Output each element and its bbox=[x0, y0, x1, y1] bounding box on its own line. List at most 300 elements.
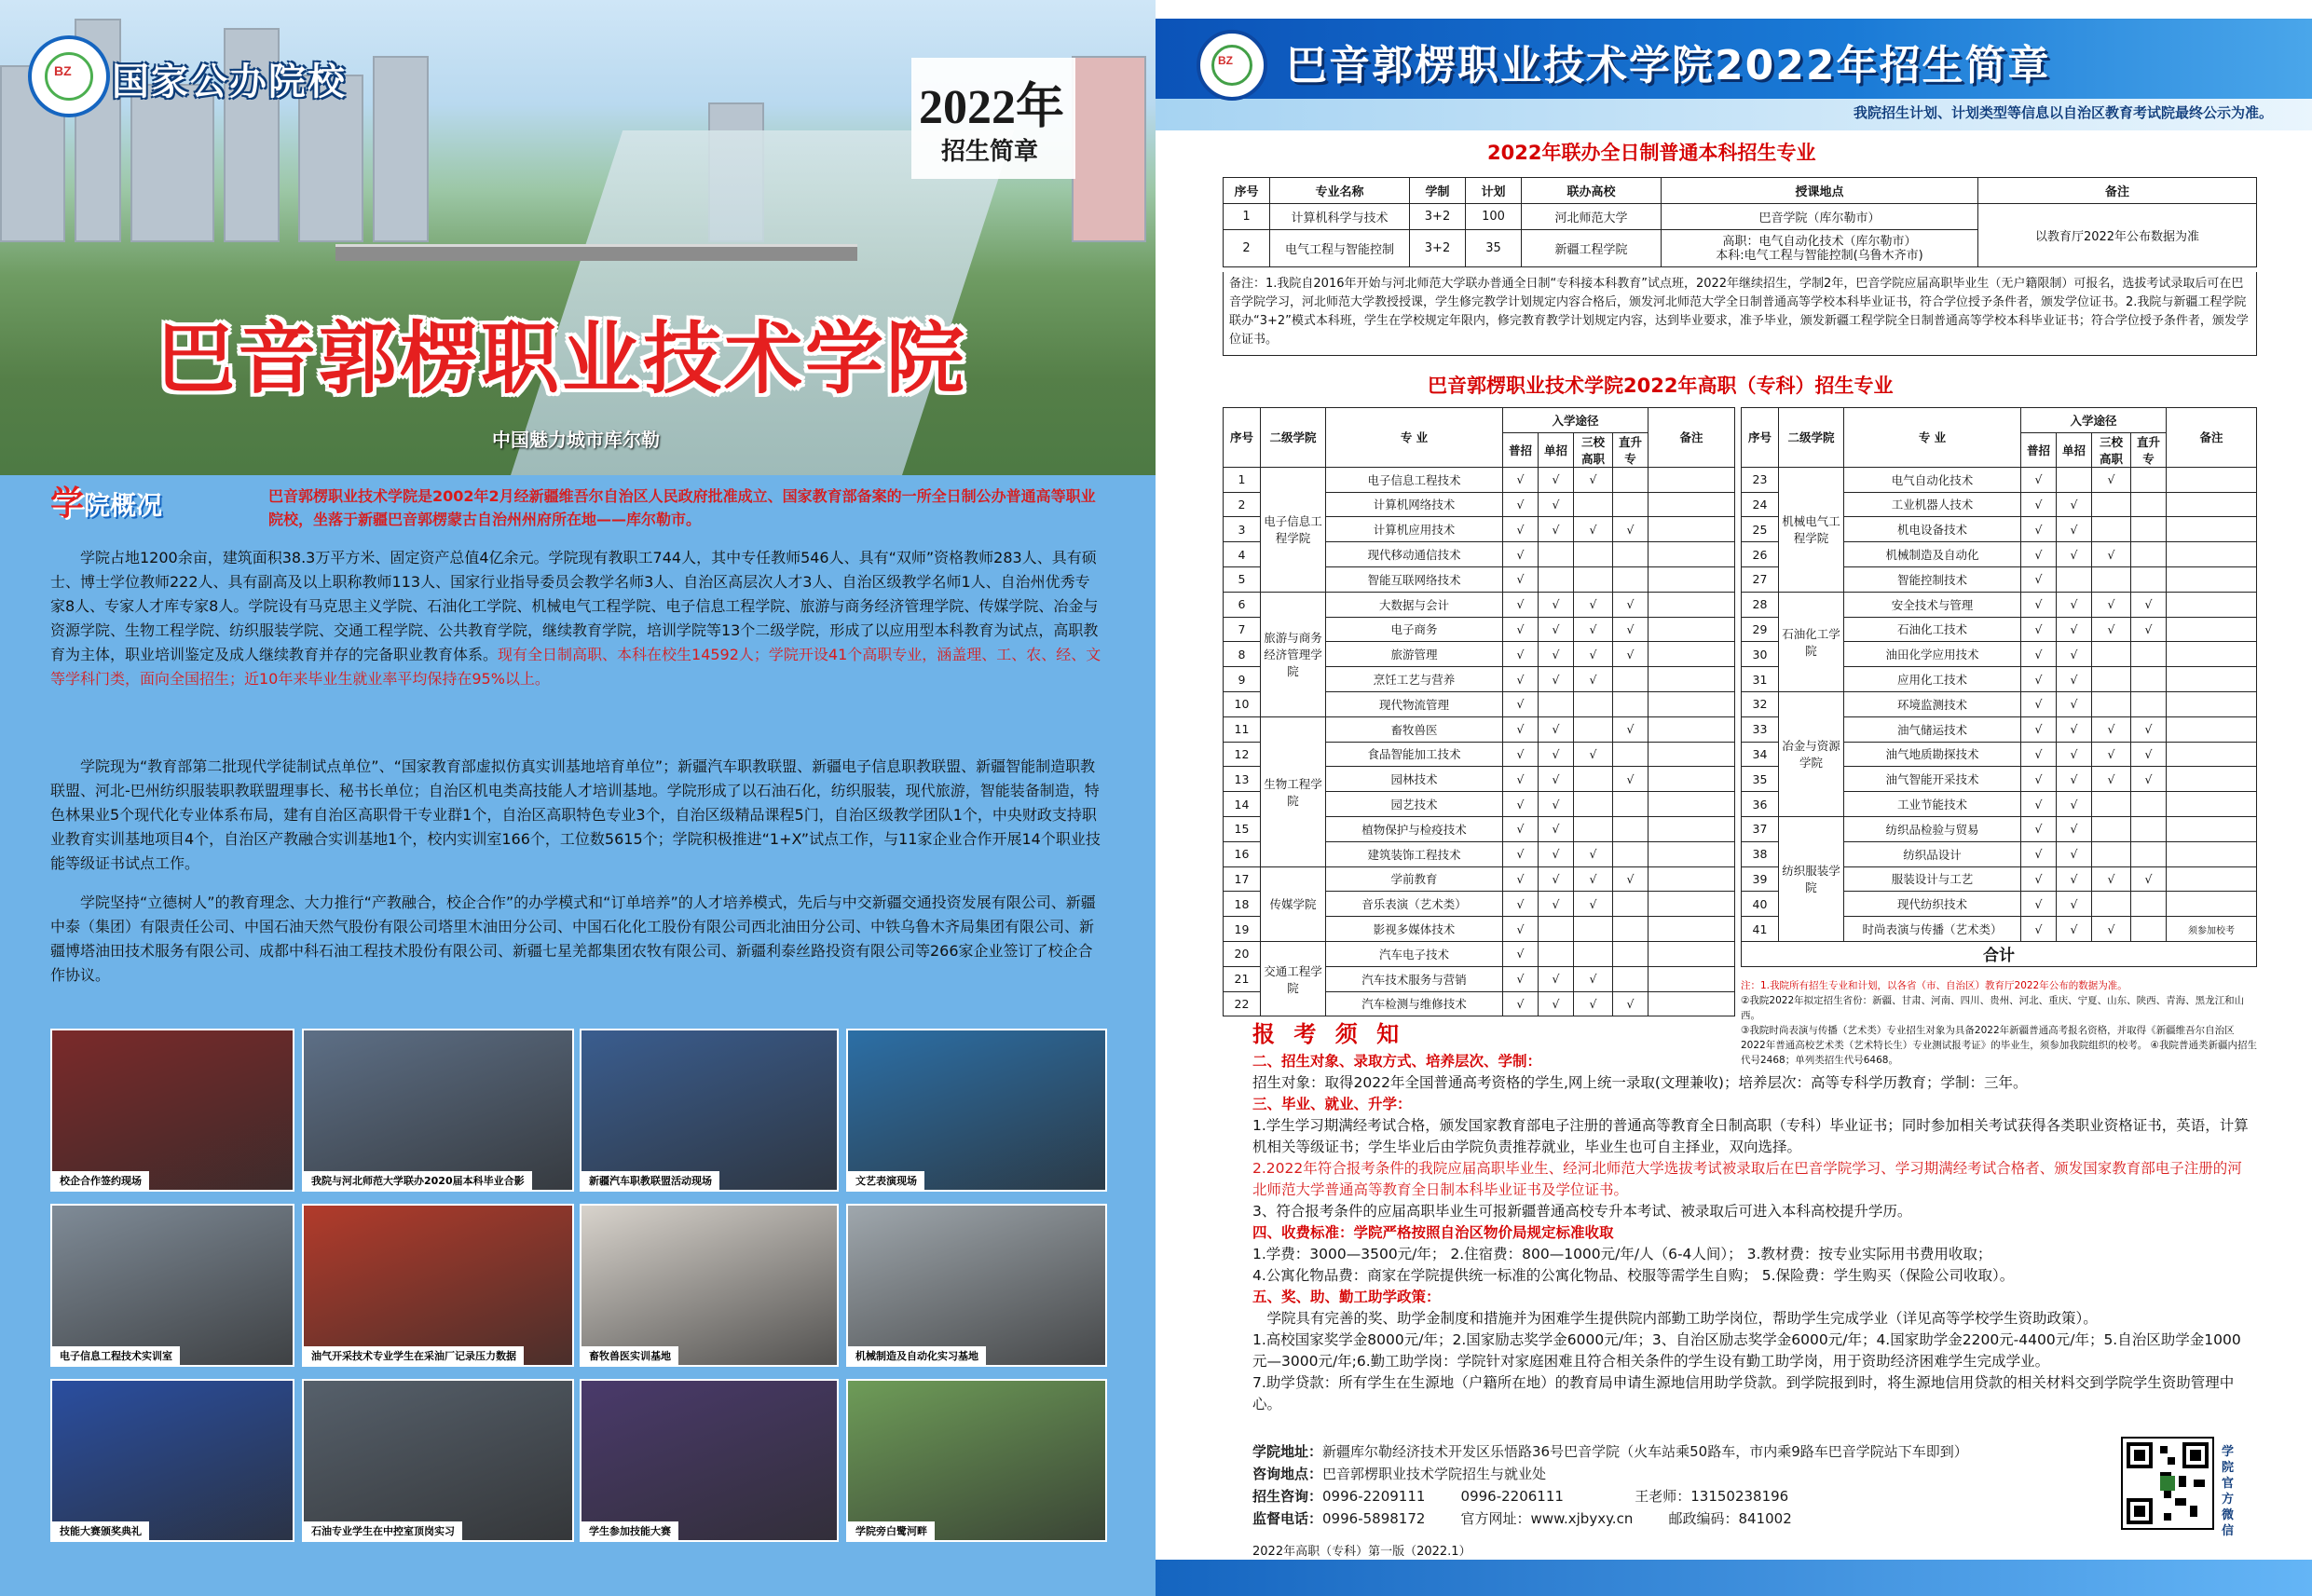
photo-caption: 机械制造及自动化实习基地 bbox=[848, 1346, 986, 1365]
zk-route-cell: √ bbox=[1539, 492, 1574, 517]
zk-no-cell: 33 bbox=[1742, 716, 1779, 742]
zk-header-cell: 备注 bbox=[2167, 408, 2257, 468]
table-row bbox=[1224, 204, 2257, 230]
zk-route-cell bbox=[2092, 792, 2131, 817]
contact-line bbox=[1252, 1507, 2110, 1530]
zk-major-cell: 汽车技术服务与营销 bbox=[1326, 966, 1503, 991]
zk-route-cell: √ bbox=[1503, 917, 1539, 942]
table-row bbox=[1224, 592, 1735, 617]
zk-route-cell: √ bbox=[1503, 966, 1539, 991]
zk-remark-cell bbox=[1648, 467, 1735, 492]
gallery-photo bbox=[50, 1204, 294, 1367]
zk-route-cell bbox=[1574, 716, 1613, 742]
overview-p1-text: 学院占地1200余亩，建筑面积38.3万平方米、固定资产总值4亿余元。学院现有教职工744人，其中专任教师546人、具有“双师”资格教师283人、具有硕士、博士学位教师222人、具有副高及以上职称教师113人、国家行业指导委员会教学名师3人、自治区高层次人才3人、自治区级教学名师1人、自治州优秀专家8人、专家人才库专家8人。学院设有马克思主义学院、石油化工学院、机械电气工程学院、电子信息工程学院、旅游与商务经济管理学院、传媒学院、冶金与资源学院、生物工程学院、纺织服装学院、交通工程学院、公共教育学院，继续教育学院，培训学院等13个二级学院，形成了以应用型本科教育为试点，高职教育为主体，职业培训鉴定及成人继续教育并存的完备职业教育体系。 bbox=[50, 549, 1099, 663]
college-logo: BZ bbox=[28, 35, 110, 117]
zk-remark-cell bbox=[2167, 892, 2257, 917]
table-row bbox=[1742, 467, 2257, 492]
zk-major-cell: 石油化工技术 bbox=[1844, 617, 2021, 642]
zk-major-cell: 现代纺织技术 bbox=[1844, 892, 2021, 917]
bk-header-cell: 学制 bbox=[1410, 178, 1466, 204]
contact-value: 新疆库尔勒经济技术开发区乐悟路36号巴音学院（火车站乘50路车，市内乘9路车巴音学院站下车即到） bbox=[1322, 1443, 1968, 1460]
zk-major-cell: 学前教育 bbox=[1326, 866, 1503, 892]
right-page bbox=[1156, 0, 2312, 1596]
zk-remark-cell bbox=[1648, 517, 1735, 542]
table-row bbox=[1224, 716, 1735, 742]
year-label: 2022年 bbox=[919, 81, 1065, 134]
zk-no-cell: 7 bbox=[1224, 617, 1261, 642]
zk-route-cell: √ bbox=[2057, 492, 2092, 517]
zk-no-cell: 27 bbox=[1742, 566, 1779, 592]
zk-remark-cell bbox=[2167, 617, 2257, 642]
zk-route-cell: √ bbox=[1574, 467, 1613, 492]
zk-major-cell: 工业节能技术 bbox=[1844, 792, 2021, 817]
exam-heading: 三、毕业、就业、升学： bbox=[1252, 1096, 1412, 1112]
zk-route-cell bbox=[2131, 841, 2167, 866]
zk-route-cell: √ bbox=[2021, 866, 2057, 892]
zk-header-cell: 序号 bbox=[1224, 408, 1261, 468]
zk-route-cell: √ bbox=[1539, 841, 1574, 866]
zk-no-cell: 29 bbox=[1742, 617, 1779, 642]
exam-notice-title: 报 考 须 知 bbox=[1252, 1021, 1405, 1047]
zk-no-cell: 22 bbox=[1224, 991, 1261, 1016]
zk-route-cell bbox=[1574, 941, 1613, 966]
zk-route-cell: √ bbox=[1539, 742, 1574, 767]
zk-remark-cell bbox=[2167, 667, 2257, 692]
contact-line bbox=[1252, 1463, 2110, 1485]
zk-route-cell: √ bbox=[2021, 892, 2057, 917]
zk-major-cell: 现代移动通信技术 bbox=[1326, 542, 1503, 567]
zk-route-cell: √ bbox=[2057, 792, 2092, 817]
zk-route-cell: √ bbox=[2021, 716, 2057, 742]
zk-route-cell bbox=[2131, 492, 2167, 517]
brochure-subtitle: 招生简章 bbox=[941, 138, 1039, 166]
photo-caption: 畜牧兽医实训基地 bbox=[581, 1346, 678, 1365]
zk-header-cell: 单招 bbox=[2057, 432, 2092, 467]
zk-major-cell: 计算机应用技术 bbox=[1326, 517, 1503, 542]
zk-route-cell: √ bbox=[2057, 816, 2092, 841]
zk-major-cell: 时尚表演与传播（艺术类） bbox=[1844, 917, 2021, 942]
zk-remark-cell bbox=[2167, 816, 2257, 841]
zk-major-cell: 电子商务 bbox=[1326, 617, 1503, 642]
zk-college-cell: 石油化工学院 bbox=[1779, 592, 1844, 691]
bk-cell: 3+2 bbox=[1410, 204, 1466, 230]
public-school-badge: 国家公办院校 bbox=[112, 61, 347, 103]
zk-route-cell: √ bbox=[2092, 542, 2131, 567]
zk-route-cell: √ bbox=[2057, 841, 2092, 866]
gallery-photo bbox=[50, 1379, 294, 1542]
zk-route-cell: √ bbox=[1503, 841, 1539, 866]
exam-text: 1.高校国家奖学金8000元/年；2.国家励志奖学金6000元/年；3、自治区励志奖学金6000元/年；4.国家助学金2200元-4400元/年；5.自治区助学金1000元—3000元/年;6.勤工助学岗：学院针对家庭困难且符合相关条件的学生设有勤工助学岗，用于资助经济困难学生完成学业。 bbox=[1252, 1331, 2241, 1370]
footnote-1: 注：1.我院所有招生专业和计划，以各省（市、自治区）教育厅2022年公布的数据为准。 bbox=[1741, 980, 2127, 991]
overview-p1-highlight: 现有全日制高职、本科在校生14592人；学院开设41个高职专业，涵盖理、工、农、经、文等学科门类，面向全国招生；近10年来毕业生就业率平均保持在95%以上。 bbox=[50, 646, 1101, 688]
zk-route-cell bbox=[1574, 816, 1613, 841]
zk-no-cell: 39 bbox=[1742, 866, 1779, 892]
zk-route-cell: √ bbox=[1539, 966, 1574, 991]
contact-value: 巴音郭楞职业技术学院招生与就业处 bbox=[1322, 1466, 1547, 1482]
zk-route-cell bbox=[2092, 492, 2131, 517]
zk-section-title: 巴音郭楞职业技术学院2022年高职（专科）招生专业 bbox=[1428, 375, 1894, 397]
zk-remark-cell bbox=[1648, 542, 1735, 567]
page-title: 巴音郭楞职业技术学院2022年招生简章 bbox=[1286, 42, 2051, 89]
footer-band bbox=[1156, 1560, 2312, 1596]
zk-header-cell: 三校高职 bbox=[2092, 432, 2131, 467]
zk-college-cell: 生物工程学院 bbox=[1261, 716, 1326, 866]
bk-header-row bbox=[1224, 178, 2257, 204]
bk-cell: 3+2 bbox=[1410, 230, 1466, 267]
exam-section-2 bbox=[1252, 1051, 2251, 1415]
zk-remark-cell bbox=[1648, 917, 1735, 942]
zk-major-cell: 应用化工技术 bbox=[1844, 667, 2021, 692]
college-name-banner: 巴音郭楞职业技术学院 bbox=[157, 312, 968, 404]
zk-route-cell: √ bbox=[1503, 642, 1539, 667]
zk-route-cell bbox=[2131, 691, 2167, 716]
zk-route-cell: √ bbox=[2057, 716, 2092, 742]
zk-no-cell: 31 bbox=[1742, 667, 1779, 692]
zk-table-left bbox=[1223, 407, 1735, 1016]
zk-route-cell bbox=[1613, 691, 1648, 716]
zk-no-cell: 1 bbox=[1224, 467, 1261, 492]
city-slogan: 中国魅力城市库尔勒 bbox=[492, 429, 660, 451]
zk-total-row bbox=[1742, 941, 2257, 966]
footnote-2: ②我院2022年拟定招生省份：新疆、甘肃、河南、四川、贵州、河北、重庆、宁夏、山东、陕西、青海、黑龙江和山西。 bbox=[1741, 995, 2245, 1021]
overview-paragraph-1 bbox=[50, 546, 1103, 691]
zk-route-cell: √ bbox=[1574, 991, 1613, 1016]
zk-route-cell bbox=[1613, 792, 1648, 817]
zk-header-row bbox=[1224, 408, 1735, 433]
zk-route-cell: √ bbox=[1539, 467, 1574, 492]
zk-remark-cell bbox=[2167, 841, 2257, 866]
zk-route-cell bbox=[2092, 642, 2131, 667]
gallery-photo bbox=[580, 1204, 839, 1367]
gallery-photo bbox=[302, 1029, 574, 1192]
zk-no-cell: 35 bbox=[1742, 767, 1779, 792]
zk-route-cell bbox=[1613, 667, 1648, 692]
zk-remark-cell bbox=[2167, 642, 2257, 667]
zk-route-cell: √ bbox=[1503, 492, 1539, 517]
zk-route-cell: √ bbox=[1503, 792, 1539, 817]
zk-no-cell: 20 bbox=[1224, 941, 1261, 966]
zk-route-cell: √ bbox=[2021, 566, 2057, 592]
zk-route-cell: √ bbox=[1574, 517, 1613, 542]
zk-route-cell: √ bbox=[1503, 892, 1539, 917]
zk-route-cell: √ bbox=[1574, 617, 1613, 642]
zk-remark-cell bbox=[2167, 866, 2257, 892]
zk-major-cell: 音乐表演（艺术类） bbox=[1326, 892, 1503, 917]
zk-remark-cell bbox=[2167, 767, 2257, 792]
bk-cell: 35 bbox=[1466, 230, 1522, 267]
zk-route-cell: √ bbox=[1613, 517, 1648, 542]
zk-no-cell: 40 bbox=[1742, 892, 1779, 917]
zk-route-cell: √ bbox=[2021, 617, 2057, 642]
zk-no-cell: 8 bbox=[1224, 642, 1261, 667]
zk-remark-cell bbox=[1648, 816, 1735, 841]
photo-caption: 学生参加技能大赛 bbox=[581, 1521, 678, 1540]
zk-header-cell: 入学途径 bbox=[2021, 408, 2167, 433]
zk-major-cell: 纺织品检验与贸易 bbox=[1844, 816, 2021, 841]
zk-route-cell: √ bbox=[1574, 892, 1613, 917]
bk-header-cell: 序号 bbox=[1224, 178, 1270, 204]
version-label: 2022年高职（专科）第一版（2022.1） bbox=[1252, 1545, 1471, 1559]
zk-route-cell: √ bbox=[2131, 742, 2167, 767]
zk-route-cell: √ bbox=[2021, 642, 2057, 667]
zk-header-cell: 专 业 bbox=[1326, 408, 1503, 468]
zk-route-cell bbox=[2131, 467, 2167, 492]
zk-no-cell: 12 bbox=[1224, 742, 1261, 767]
zk-route-cell: √ bbox=[2021, 841, 2057, 866]
zk-no-cell: 11 bbox=[1224, 716, 1261, 742]
zk-route-cell bbox=[1574, 566, 1613, 592]
zk-major-cell: 纺织品设计 bbox=[1844, 841, 2021, 866]
zk-route-cell bbox=[1539, 917, 1574, 942]
plan-notice: 我院招生计划、计划类型等信息以自治区教育考试院最终公示为准。 bbox=[1853, 104, 2273, 121]
contact-label: 招生咨询： bbox=[1252, 1488, 1323, 1505]
zk-route-cell: √ bbox=[1503, 667, 1539, 692]
zk-route-cell: √ bbox=[1503, 566, 1539, 592]
zk-college-cell: 冶金与资源学院 bbox=[1779, 691, 1844, 816]
zk-header-cell: 直升专 bbox=[2131, 432, 2167, 467]
photo-caption: 电子信息工程技术实训室 bbox=[52, 1346, 180, 1365]
zk-route-cell bbox=[2131, 816, 2167, 841]
footnote-3: ③我院时尚表演与传播（艺术类）专业招生对象为具备2022年新疆普通高考报名资格，并取得《新疆维吾尔自治区2022年普通高校艺术类（艺术特长生）专业测试报考证》的毕业生，须参加我院组织的校考。 ④我院普通类新疆内招生代号2468；单列类招生代号6468。 bbox=[1741, 1025, 2257, 1066]
overview-paragraph-2: 学院现为“教育部第二批现代学徒制试点单位”、“国家教育部虚拟仿真实训基地培育单位”；新疆汽车职教联盟、新疆电子信息职教联盟、新疆智能制造职教联盟、河北-巴州纺织服装职教联盟理事长、秘书长单位；自治区机电类高技能人才培训基地。学院形成了以石油石化，纺织服装，现代旅游，智能装备制造，特色林果业5个现代化专业体系布局，建有自治区高职骨干专业群1个，自治区高职特色专业3个，自治区级精品课程5门，自治区级教学团队1个，中央财政支持职业教育实训基地项目4个，自治区产教融合实训基地1个，校内实训室166个，工位数5615个；学院积极推进“1+X”试点工作，与11家企业合作开展14个职业技能等级证书试点工作。 bbox=[50, 757, 1101, 872]
zk-remark-cell bbox=[1648, 966, 1735, 991]
zk-major-cell: 大数据与会计 bbox=[1326, 592, 1503, 617]
zk-route-cell bbox=[1613, 966, 1648, 991]
zk-route-cell: √ bbox=[1539, 592, 1574, 617]
zk-route-cell: √ bbox=[1539, 866, 1574, 892]
zk-route-cell bbox=[1539, 691, 1574, 716]
overview-heading-big: 学 bbox=[50, 484, 85, 523]
zk-route-cell: √ bbox=[2092, 742, 2131, 767]
qr-icon bbox=[2123, 1439, 2212, 1528]
exam-text: 招生对象：取得2022年全国普通高考资格的学生,网上统一录取(文理兼收)；培养层次：高等专科学历教育；学制：三年。 bbox=[1252, 1074, 2028, 1091]
photo-caption: 文艺表演现场 bbox=[848, 1171, 924, 1190]
zk-route-cell: √ bbox=[1539, 792, 1574, 817]
table-row bbox=[1224, 467, 1735, 492]
wechat-qr-code[interactable] bbox=[2121, 1437, 2214, 1530]
zk-no-cell: 34 bbox=[1742, 742, 1779, 767]
zk-no-cell: 38 bbox=[1742, 841, 1779, 866]
zk-route-cell: √ bbox=[2057, 617, 2092, 642]
zk-route-cell: √ bbox=[1503, 617, 1539, 642]
gallery-photo bbox=[846, 1379, 1107, 1542]
photo-caption: 我院与河北师范大学联办2020届本科毕业合影 bbox=[304, 1171, 532, 1190]
zk-no-cell: 4 bbox=[1224, 542, 1261, 567]
zk-table-right bbox=[1741, 407, 2257, 967]
zk-route-cell bbox=[1613, 566, 1648, 592]
exam-text: 4.公寓化物品费：商家在学院提供统一标准的公寓化物品、校服等需学生自购； 5.保险费：学生购买（保险公司收取）。 bbox=[1252, 1267, 2015, 1284]
zk-route-cell bbox=[2092, 667, 2131, 692]
zk-route-cell: √ bbox=[1574, 667, 1613, 692]
gallery-photo bbox=[580, 1029, 839, 1192]
zk-route-cell: √ bbox=[2057, 667, 2092, 692]
bk-remark: 以教育厅2022年公布数据为准 bbox=[1978, 204, 2257, 267]
zk-remark-cell bbox=[2167, 691, 2257, 716]
zk-route-cell: √ bbox=[1503, 691, 1539, 716]
zk-route-cell bbox=[1574, 691, 1613, 716]
zk-route-cell: √ bbox=[2021, 792, 2057, 817]
zk-header-cell: 备注 bbox=[1648, 408, 1735, 468]
exam-text: 7.助学贷款：所有学生在生源地（户籍所在地）的教育局申请生源地信用助学贷款。到学院报到时，将生源地信用贷款的相关材料交到学院学生资助管理中心。 bbox=[1252, 1374, 2235, 1412]
zk-route-cell: √ bbox=[2092, 617, 2131, 642]
zk-route-cell: √ bbox=[1539, 642, 1574, 667]
zk-major-cell: 园艺技术 bbox=[1326, 792, 1503, 817]
bk-header-cell: 备注 bbox=[1978, 178, 2257, 204]
zk-route-cell bbox=[2092, 691, 2131, 716]
zk-major-cell: 油气储运技术 bbox=[1844, 716, 2021, 742]
zk-major-cell: 食品智能加工技术 bbox=[1326, 742, 1503, 767]
bk-header-cell: 专业名称 bbox=[1270, 178, 1410, 204]
zk-no-cell: 17 bbox=[1224, 866, 1261, 892]
photo-caption: 学院旁白鹭河畔 bbox=[848, 1521, 935, 1540]
zk-route-cell bbox=[2131, 642, 2167, 667]
zk-route-cell bbox=[2131, 667, 2167, 692]
zk-route-cell: √ bbox=[2092, 716, 2131, 742]
gallery-photo bbox=[846, 1204, 1107, 1367]
zk-college-cell: 交通工程学院 bbox=[1261, 941, 1326, 1016]
zk-route-cell: √ bbox=[1503, 542, 1539, 567]
zk-major-cell: 旅游管理 bbox=[1326, 642, 1503, 667]
zk-route-cell: √ bbox=[1539, 617, 1574, 642]
bk-cell: 河北师范大学 bbox=[1522, 204, 1662, 230]
zk-route-cell: √ bbox=[2057, 866, 2092, 892]
building bbox=[373, 56, 429, 242]
zk-remark-cell bbox=[1648, 742, 1735, 767]
zk-college-cell: 旅游与商务经济管理学院 bbox=[1261, 592, 1326, 716]
zk-route-cell: √ bbox=[1503, 517, 1539, 542]
zk-route-cell: √ bbox=[2131, 592, 2167, 617]
contact-line bbox=[1252, 1485, 2110, 1507]
gallery-photo bbox=[846, 1029, 1107, 1192]
zk-major-cell: 烹饪工艺与营养 bbox=[1326, 667, 1503, 692]
zk-major-cell: 汽车检测与维修技术 bbox=[1326, 991, 1503, 1016]
zk-major-cell: 现代物流管理 bbox=[1326, 691, 1503, 716]
zk-route-cell: √ bbox=[1613, 991, 1648, 1016]
zk-body-right bbox=[1742, 467, 2257, 966]
exam-text: 学院具有完善的奖、助学金制度和措施并为困难学生提供院内部勤工助学岗位，帮助学生完成学业（详见高等学校学生资助政策）。 bbox=[1266, 1310, 2098, 1327]
photo-caption: 石油专业学生在中控室顶岗实习 bbox=[304, 1521, 462, 1540]
zk-route-cell bbox=[1613, 816, 1648, 841]
zk-remark-cell bbox=[2167, 742, 2257, 767]
exam-heading: 五、奖、助、勤工助学政策： bbox=[1252, 1289, 1441, 1305]
zk-no-cell: 30 bbox=[1742, 642, 1779, 667]
zk-header-cell: 序号 bbox=[1742, 408, 1779, 468]
zk-remark-cell bbox=[1648, 767, 1735, 792]
qr-caption: 学院官方微信 bbox=[2222, 1445, 2235, 1538]
zk-route-cell: √ bbox=[2021, 542, 2057, 567]
zk-major-cell: 机械制造及自动化 bbox=[1844, 542, 2021, 567]
zk-route-cell: √ bbox=[1503, 866, 1539, 892]
zk-route-cell bbox=[2092, 892, 2131, 917]
zk-route-cell: √ bbox=[1574, 966, 1613, 991]
zk-route-cell: √ bbox=[1574, 642, 1613, 667]
zk-route-cell: √ bbox=[2131, 767, 2167, 792]
zk-route-cell bbox=[2131, 542, 2167, 567]
bk-cell: 计算机科学与技术 bbox=[1270, 204, 1410, 230]
college-logo: BZ bbox=[1197, 30, 1267, 101]
bk-cell: 2 bbox=[1224, 230, 1270, 267]
gallery-photo bbox=[50, 1029, 294, 1192]
zk-route-cell: √ bbox=[1539, 816, 1574, 841]
zk-header-cell: 普招 bbox=[2021, 432, 2057, 467]
zk-no-cell: 13 bbox=[1224, 767, 1261, 792]
zk-route-cell: √ bbox=[1613, 617, 1648, 642]
table-row bbox=[1742, 691, 2257, 716]
zk-route-cell: √ bbox=[1539, 892, 1574, 917]
zk-major-cell: 服装设计与工艺 bbox=[1844, 866, 2021, 892]
zk-route-cell bbox=[1613, 892, 1648, 917]
zk-route-cell: √ bbox=[2092, 467, 2131, 492]
zk-remark-cell bbox=[2167, 467, 2257, 492]
zk-route-cell bbox=[1539, 941, 1574, 966]
zk-route-cell: √ bbox=[2021, 492, 2057, 517]
zk-header-cell: 专 业 bbox=[1844, 408, 2021, 468]
gallery-photo bbox=[580, 1379, 839, 1542]
zk-no-cell: 10 bbox=[1224, 691, 1261, 716]
zk-header bbox=[1224, 408, 1735, 468]
zk-route-cell: √ bbox=[2092, 917, 2131, 942]
zk-remark-cell bbox=[1648, 592, 1735, 617]
zk-route-cell bbox=[1574, 767, 1613, 792]
bk-header-cell: 计划 bbox=[1466, 178, 1522, 204]
contact-value: 0996-2209111 0996-2206111 王老师：13150238196 bbox=[1322, 1488, 1789, 1505]
zk-route-cell: √ bbox=[1503, 816, 1539, 841]
overview-lead: 巴音郭楞职业技术学院是2002年2月经新疆维吾尔自治区人民政府批准成立、国家教育部备案的一所全日制公办普通高等职业院校，坐落于新疆巴音郭楞蒙古自治州州府所在地——库尔勒市。 bbox=[268, 487, 1096, 528]
zk-route-cell: √ bbox=[2021, 917, 2057, 942]
bk-cell: 1 bbox=[1224, 204, 1270, 230]
overview-heading-rest: 院概况 bbox=[84, 490, 163, 521]
zk-major-cell: 油气智能开采技术 bbox=[1844, 767, 2021, 792]
zk-route-cell: √ bbox=[2131, 617, 2167, 642]
zk-college-cell: 机械电气工程学院 bbox=[1779, 467, 1844, 592]
bridge bbox=[335, 244, 857, 261]
zk-remark-cell bbox=[1648, 866, 1735, 892]
zk-remark-cell bbox=[2167, 542, 2257, 567]
zk-no-cell: 3 bbox=[1224, 517, 1261, 542]
zk-route-cell bbox=[2131, 517, 2167, 542]
zk-route-cell bbox=[1613, 917, 1648, 942]
zk-remark-cell bbox=[1648, 566, 1735, 592]
exam-text: 1.学费：3000—3500元/年； 2.住宿费：800—1000元/年/人（6-4人间）； 3.教材费：按专业实际用书费用收取； bbox=[1252, 1246, 1992, 1262]
bk-cell: 新疆工程学院 bbox=[1522, 230, 1662, 267]
zk-header-cell: 入学途径 bbox=[1503, 408, 1648, 433]
building bbox=[1072, 56, 1146, 242]
exam-heading: 四、收费标准：学院严格按照自治区物价局规定标准收取 bbox=[1252, 1224, 1614, 1241]
zk-remark-cell bbox=[1648, 792, 1735, 817]
zk-remark-cell bbox=[1648, 892, 1735, 917]
zk-route-cell: √ bbox=[1539, 716, 1574, 742]
zk-route-cell: √ bbox=[1574, 592, 1613, 617]
zk-route-cell bbox=[2131, 566, 2167, 592]
zk-remark-cell bbox=[1648, 991, 1735, 1016]
zk-major-cell: 计算机网络技术 bbox=[1326, 492, 1503, 517]
zk-route-cell: √ bbox=[1574, 866, 1613, 892]
zk-major-cell: 植物保护与检疫技术 bbox=[1326, 816, 1503, 841]
zk-route-cell: √ bbox=[2057, 742, 2092, 767]
photo-caption: 油气开采技术专业学生在采油厂记录压力数据 bbox=[304, 1346, 524, 1365]
zk-route-cell bbox=[2092, 517, 2131, 542]
zk-route-cell: √ bbox=[1539, 517, 1574, 542]
photo-caption: 技能大赛颁奖典礼 bbox=[52, 1521, 149, 1540]
gallery-photo bbox=[302, 1379, 574, 1542]
contact-line bbox=[1252, 1440, 2110, 1463]
zk-route-cell: √ bbox=[1503, 716, 1539, 742]
zk-route-cell bbox=[2092, 566, 2131, 592]
zk-route-cell: √ bbox=[2131, 866, 2167, 892]
zk-remark-cell bbox=[1648, 841, 1735, 866]
zk-no-cell: 28 bbox=[1742, 592, 1779, 617]
zk-route-cell bbox=[1539, 542, 1574, 567]
